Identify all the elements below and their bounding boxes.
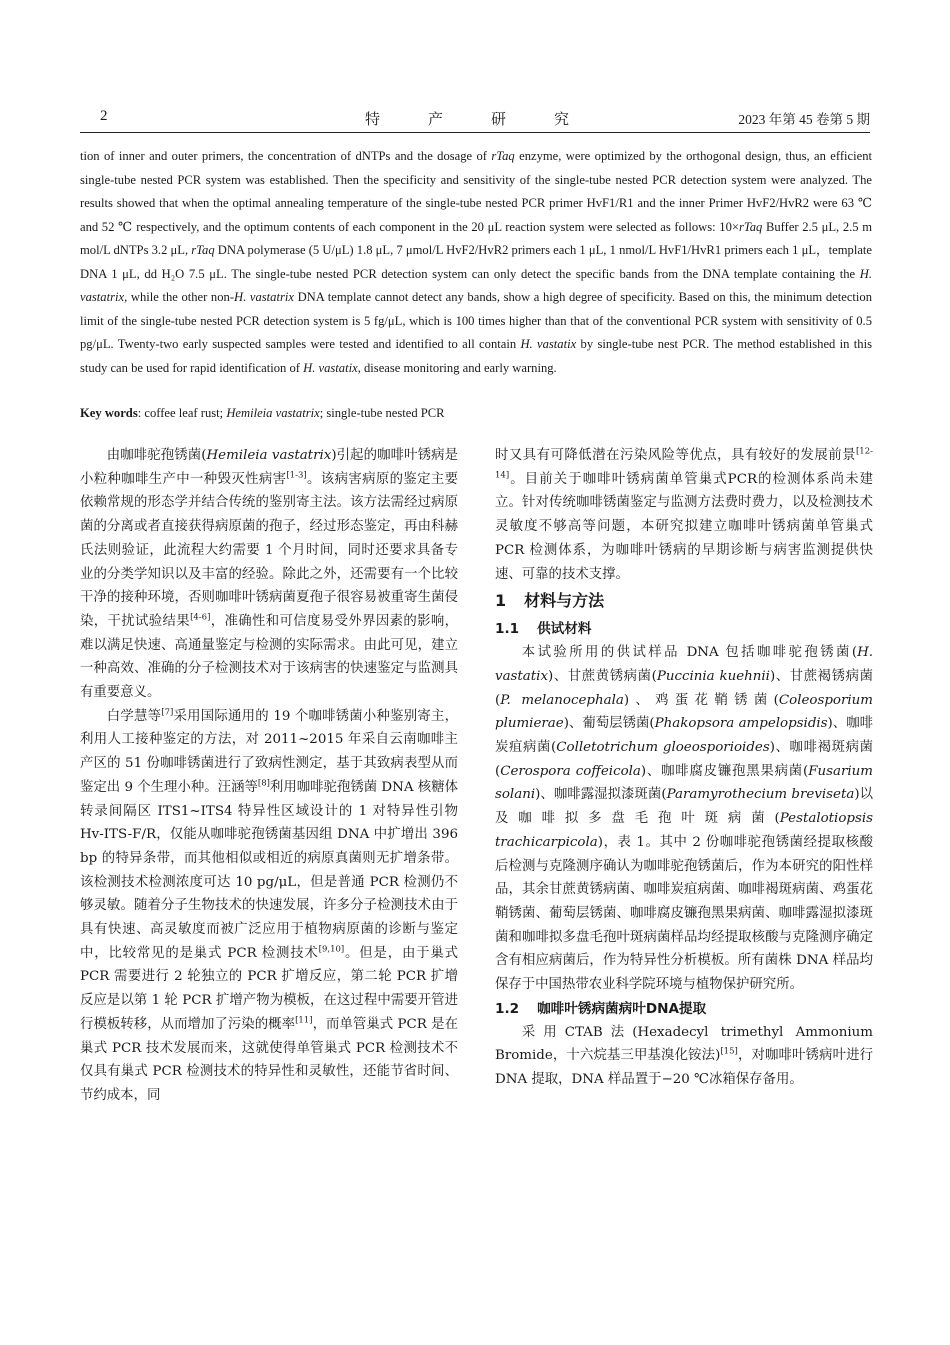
english-abstract: tion of inner and outer primers, the concentration of dNTPs and the dosage of rTaq enzyme, were optimized by the orthogonal design, thus, an efficient single-tube nested PCR system was established. Then the specificity and sensitivity of the single-tube nested PCR detection system were analyzed. The results showed that when the optimal annealing temperature of the single-tube nested PCR primer HvF1/R1 and the inner Primer HvF2/HvR2 were 63 ℃ and 52 ℃ respectively, and the optimum contents of each component in the 20 μL reaction system were selected as follows: 10×rTaq Buffer 2.5 μL, 2.5 m mol/L dNTPs 3.2 μL, rTaq DNA polymerase (5 U/μL) 1.8 μL, 7 μmol/L HvF2/HvR2 primers each 1 μL, 1 nmol/L HvF1/HvR1 primers each 1 μL，template DNA 1 μL, dd H₂O 7.5 μL. The single-tube nested PCR detection system can only detect the specific bands from the DNA template containing the H. vastatrix, while the other non-H. vastatrix DNA template cannot detect any bands, show a high degree of specificity. Based on this, the minimum detection limit of the single-tube nested PCR detection system is 5 fg/μL, which is 100 times higher than that of the conventional PCR system with sensitivity of 0.5 pg/μL. Twenty-two early suspected samples were tested and identified to all contain H. vastatix by single-tube nest PCR. The method established in this study can be used for rapid identification of H. vastatix, disease monitoring and early warning. <box>80 149 873 375</box>
citation: [7] <box>161 707 174 718</box>
left-column <box>80 444 458 1108</box>
right-column <box>495 444 873 1092</box>
materials-paragraph: 本试验所用的供试样品 DNA 包括咖啡驼孢锈菌(H. vastatix)、甘蔗黄锈病菌(Puccinia kuehnii)、甘蔗褐锈病菌(P. melanocephala)、鸡蛋花鞘锈菌(Coleosporium plumierae)、葡萄层锈菌(Phakopsora ampelopsidis)、咖啡炭疽病菌(Colletotrichum gloeosporioides)、咖啡褐斑病菌(Cerospora coffeicola)、咖啡腐皮镰孢黑果病菌(Fusarium solani)、咖啡露湿拟漆斑菌(Paramyrothecium breviseta)以及咖啡拟多盘毛孢叶斑病菌(Pestalotiopsis trachicarpicola)，表 1。其中 2 份咖啡驼孢锈菌经提取核酸后检测与克隆测序确认为咖啡驼孢锈菌后，作为本研究的阳性样品，其余甘蔗黄锈病菌、咖啡炭疽病菌、咖啡褐斑病菌、鸡蛋花鞘锈菌、葡萄层锈菌、咖啡腐皮镰孢黑果病菌、咖啡露湿拟漆斑菌和咖啡拟多盘毛孢叶斑病菌样品均经提取核酸与克隆测序确定含有相应病菌后，作为特异性分析模板。所有菌株 DNA 样品均保存于中国热带农业科学院环境与植物保护研究所。 <box>495 645 873 993</box>
citation: [12-14] <box>495 446 873 481</box>
page-number: 2 <box>100 108 108 124</box>
citation: [11] <box>295 1015 313 1026</box>
intro-paragraph-continued: 时又具有可降低潜在污染风险等优点，具有较好的发展前景[12-14]。目前关于咖啡叶锈病菌单管巢式PCR的检测体系尚未建立。针对传统咖啡锈菌鉴定与监测方法费时费力，以及检测技术灵敏度不够高等问题，本研究拟建立咖啡叶锈病菌单管巢式 PCR 检测体系，为咖啡叶锈病的早期诊断与病害监测提供快速、可靠的技术支撑。 <box>495 446 873 582</box>
section-heading-1-2: 1.2 咖啡叶锈病菌病叶DNA提取 <box>495 1000 707 1017</box>
citation: [9,10] <box>318 944 345 955</box>
journal-title: 特产研究 <box>365 112 618 128</box>
citation: [4-6] <box>190 612 211 623</box>
citation: [1-3] <box>286 470 307 481</box>
citation: [8] <box>257 778 270 789</box>
keywords-label: Key words <box>80 406 138 420</box>
running-header <box>80 108 870 130</box>
header-rule <box>80 132 870 133</box>
section-heading-1-1: 1.1 供试材料 <box>495 621 592 638</box>
intro-paragraph-1: 由咖啡驼孢锈菌(Hemileia vastatrix)引起的咖啡叶锈病是小粒种咖啡生产中一种毁灭性病害[1-3]。该病害病原的鉴定主要依赖常规的形态学并结合传统的鉴别寄主法。该方法需经过病原菌的分离或者直接获得病原菌的孢子，经过形态鉴定，再由科赫氏法则验证，此流程大约需要 1 个月时间，同时还要求具备专业的分类学知识以及丰富的经验。除此之外，还需要有一个比较干净的接种环境，否则咖啡叶锈病菌夏孢子很容易被重寄生菌侵染，干扰试验结果[4-6]，准确性和可信度易受外界因素的影响，难以满足快速、高通量鉴定与检测的实际需求。由此可见，建立一种高效、准确的分子检测技术对于该病害的快速鉴定与监测具有重要意义。 <box>80 448 459 701</box>
intro-paragraph-2: 白学慧等[7]采用国际通用的 19 个咖啡锈菌小种鉴别寄主，利用人工接种鉴定的方法，对 2011~2015 年采自云南咖啡主产区的 51 份咖啡锈菌进行了致病性测定，基于其致病表型从而鉴定出 9 个生理小种。汪涵等[8]利用咖啡驼孢锈菌 DNA 核糖体转录间隔区 ITS1~ITS4 特异性区域设计的 1 对特异性引物 Hv-ITS-F/R，仅能从咖啡驼孢锈菌基因组 DNA 中扩增出 396 bp 的特异条带，而其他相似或相近的病原真菌则无扩增条带。该检测技术检测浓度可达 10 pg/μL，但是普通 PCR 检测仍不够灵敏。随着分子生物技术的快速发展，许多分子检测技术由于具有快速、高灵敏度而被广泛应用于植物病原菌的诊断与鉴定中，比较常见的是巢式 PCR 检测技术[9,10]。但是，由于巢式 PCR 需要进行 2 轮独立的 PCR 扩增反应，第二轮 PCR 扩增反应是以第 1 轮 PCR 扩增产物为模板，在这过程中需要开管进行模板转移，从而增加了污染的概率[11]，而单管巢式 PCR 是在巢式 PCR 技术发展而来，这就使得单管巢式 PCR 检测技术不仅具有巢式 PCR 检测技术的特异性和灵敏性，还能节省时间、节约成本，同 <box>80 707 459 1103</box>
citation: [15] <box>720 1047 738 1057</box>
section-heading-1: 1 材料与方法 <box>495 591 605 611</box>
dna-extraction-paragraph: 采用CTAB法(Hexadecyl trimethyl Ammonium Bromide，十六烷基三甲基溴化铵法)[15]，对咖啡叶锈病叶进行 DNA 提取，DNA 样品置于−20 ℃冰箱保存备用。 <box>495 1024 873 1088</box>
issue-info: 2023 年第 45 卷第 5 期 <box>738 112 870 127</box>
keywords: Key words: coffee leaf rust; Hemileia vastatrix; single-tube nested PCR <box>80 406 445 420</box>
